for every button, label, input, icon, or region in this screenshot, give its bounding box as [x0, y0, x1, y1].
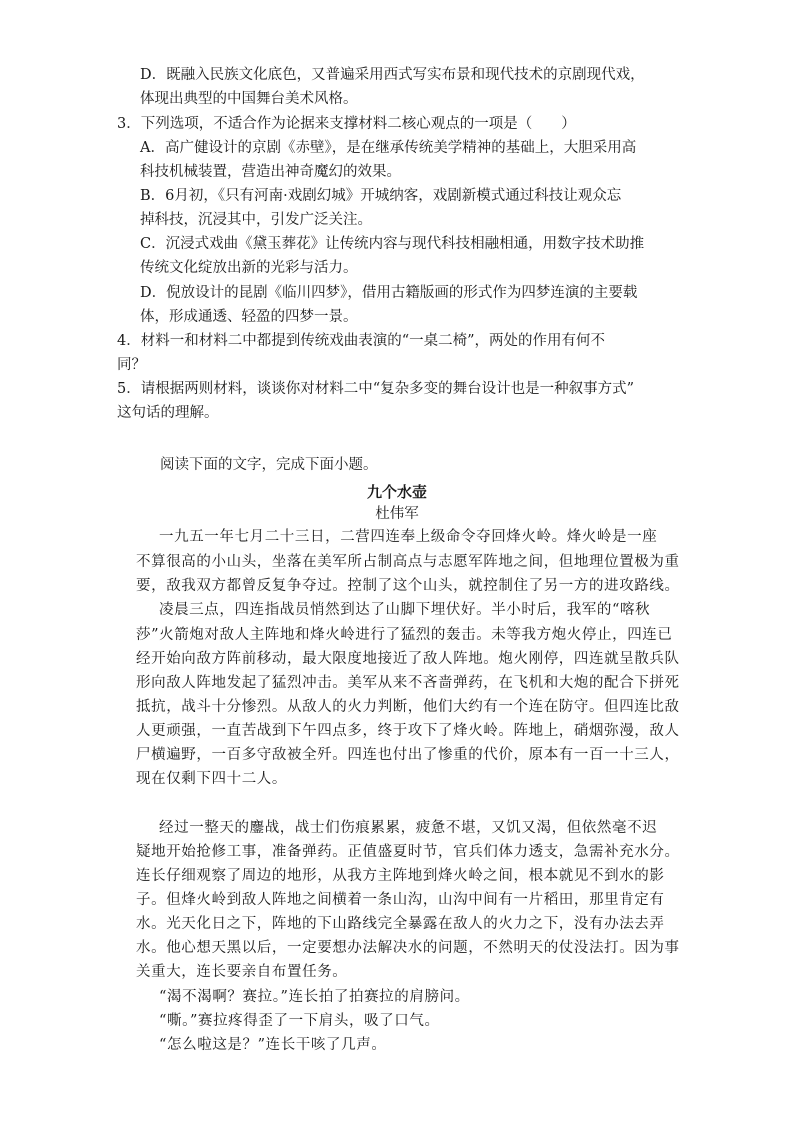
- paragraph-2-line: 莎”火箭炮对敌人主阵地和烽火岭进行了猛烈的轰击。未等我方炮火停止，四连已: [136, 627, 673, 643]
- dialogue-line: “嘶。”赛拉疼得歪了一下肩头，吸了口气。: [159, 1013, 440, 1029]
- q3-option-b-line2: 掉科技，沉浸其中，引发广泛关注。: [140, 212, 372, 228]
- q5-line2: 这句话的理解。: [117, 405, 219, 421]
- paragraph-2-line: 抵抗，战斗十分惨烈。从敌人的火力判断，他们大约有一个连在防守。但四连比敌: [136, 699, 680, 715]
- paragraph-3-line: 连长仔细观察了周边的地形，从我方主阵地到烽火岭之间，根本就见不到水的影: [136, 868, 665, 884]
- paragraph-1-line: 要，敌我双方都曾反复争夺过。控制了这个山头，就控制住了另一方的进攻路线。: [136, 578, 680, 594]
- q3-option-d-line2: 体，形成通透、轻盈的四梦一景。: [140, 309, 358, 325]
- paragraph-3-line: 经过一整天的鏖战，战士们伤痕累累，疲惫不堪，又饥又渴，但依然毫不迟: [159, 820, 658, 836]
- paragraph-1-line: 不算很高的小山头，坐落在美军所占制高点与志愿军阵地之间，但地理位置极为重: [136, 554, 680, 570]
- paragraph-1-line: 一九五一年七月二十三日，二营四连奉上级命令夺回烽火岭。烽火岭是一座: [159, 529, 658, 545]
- paragraph-2-line: 凌晨三点，四连指战员悄然到达了山脚下埋伏好。半小时后，我军的“喀秋: [159, 602, 651, 618]
- paragraph-3-line: 子。但烽火岭到敌人阵地之间横着一条山沟，山沟中间有一片稻田，那里肯定有: [136, 892, 665, 908]
- dialogue-line: “渴不渴啊？赛拉。”连长拍了拍赛拉的肩膀问。: [159, 989, 470, 1005]
- q4-line2: 同？: [117, 357, 146, 373]
- paragraph-3-line: 水。光天化日之下，阵地的下山路线完全暴露在敌人的火力之下，没有办法去弄: [136, 916, 665, 932]
- q3-option-c-line1: C．沉浸式戏曲《黛玉葬花》让传统内容与现代科技相融相通，用数字技术助推: [140, 236, 645, 252]
- paragraph-2-line: 人更顽强，一直苦战到下午四点多，终于攻下了烽火岭。阵地上，硝烟弥漫，敌人: [136, 723, 680, 739]
- paragraph-2-line: 经开始向敌方阵前移动，最大限度地接近了敌人阵地。炮火刚停，四连就呈散兵队: [136, 651, 680, 667]
- q3-option-c-line2: 传统文化绽放出新的光彩与活力。: [140, 260, 358, 276]
- paragraph-2-line: 现在仅剩下四十二人。: [136, 771, 287, 787]
- paragraph-3-line: 关重大，连长要亲自布置任务。: [136, 964, 348, 980]
- q3-option-a-line2: 科技机械装置，营造出神奇魔幻的效果。: [140, 164, 401, 180]
- paragraph-3-line: 水。他心想天黑以后，一定要想办法解决水的问题，不然明天的仗没法打。因为事: [136, 940, 680, 956]
- paragraph-2-line: 尸横遍野，一百多守敌被全歼。四连也付出了惨重的代价，原本有一百一十三人，: [136, 747, 680, 763]
- q3-option-d-line1: D．倪放设计的昆剧《临川四梦》，借用古籍版画的形式作为四梦连演的主要载: [140, 285, 638, 301]
- q3-option-a-line1: A．高广健设计的京剧《赤壁》，是在继承传统美学精神的基础上，大胆采用高: [140, 140, 637, 156]
- q3-stem: 3．下列选项，不适合作为论据来支撑材料二核心观点的一项是（ ）: [117, 116, 576, 132]
- dialogue-line: “怎么啦这是？”连长干咳了几声。: [159, 1037, 387, 1053]
- q3-option-b-line1: B．6月初，《只有河南·戏剧幻城》开城纳客，戏剧新模式通过科技让观众忘: [140, 188, 622, 204]
- q2-option-d-line2: 体现出典型的中国舞台美术风格。: [140, 91, 358, 107]
- paragraph-2-line: 形向敌人阵地发起了猛烈冲击。美军从来不吝啬弹药，在飞机和大炮的配合下拼死: [136, 675, 680, 691]
- reading-instruction: 阅读下面的文字，完成下面小题。: [160, 457, 378, 473]
- paragraph-3-line: 疑地开始抢修工事，准备弹药。正值盛夏时节，官兵们体力透支，急需补充水分。: [136, 844, 680, 860]
- q5-line1: 5．请根据两则材料，谈谈你对材料二中“复杂多变的舞台设计也是一种叙事方式”: [117, 381, 635, 397]
- article-author: 杜伟军: [375, 506, 419, 522]
- article-title: 九个水壶: [366, 483, 427, 501]
- q4-line1: 4．材料一和材料二中都提到传统戏曲表演的“一桌二椅”，两处的作用有何不: [117, 333, 606, 349]
- q2-option-d-line1: D．既融入民族文化底色，又普遍采用西式写实布景和现代技术的京剧现代戏，: [140, 67, 645, 83]
